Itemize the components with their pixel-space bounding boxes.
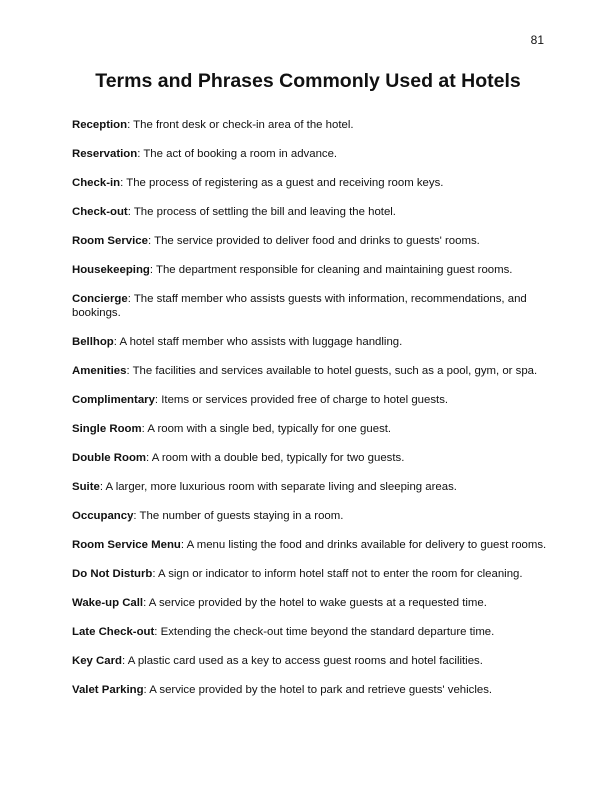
term-entry [72, 625, 552, 639]
term-entry [72, 480, 552, 494]
term-entry [72, 118, 552, 132]
page-number: 81 [530, 33, 544, 47]
term-name: Single Room [72, 423, 142, 435]
term-name: Room Service Menu [72, 539, 181, 551]
term-definition: : A menu listing the food and drinks available for delivery to guest rooms. [180, 539, 547, 551]
term-name: Reservation [72, 148, 138, 160]
term-entry [72, 538, 552, 552]
term-name: Reception [72, 119, 128, 131]
term-name: Occupancy [72, 510, 134, 522]
term-name: Concierge [72, 293, 128, 305]
term-name: Do Not Disturb [72, 568, 153, 580]
term-definition: : A room with a double bed, typically for two guests. [146, 452, 405, 464]
term-name: Complimentary [72, 394, 155, 406]
term-name: Check-out [72, 206, 128, 218]
term-definition: : A plastic card used as a key to access guest rooms and hotel facilities. [122, 655, 483, 667]
term-definition: : A room with a single bed, typically for one guest. [141, 423, 392, 435]
term-entry [72, 234, 552, 248]
term-name: Room Service [72, 235, 148, 247]
term-definition: : The facilities and services available to hotel guests, such as a pool, gym, or spa. [126, 365, 538, 377]
term-definition: : A sign or indicator to inform hotel staff not to enter the room for cleaning. [152, 568, 523, 580]
term-definition: : A service provided by the hotel to wake guests at a requested time. [143, 597, 487, 609]
term-entry [72, 335, 552, 349]
term-definition: : The service provided to deliver food and drinks to guests' rooms. [147, 235, 480, 247]
term-name: Key Card [72, 655, 123, 667]
term-entry [72, 509, 552, 523]
term-name: Housekeeping [72, 264, 150, 276]
term-entry [72, 654, 552, 668]
term-entry [72, 364, 552, 378]
term-entry [72, 205, 552, 219]
term-entry [72, 292, 552, 320]
term-definition: : The department responsible for cleaning and maintaining guest rooms. [149, 264, 513, 276]
term-entry [72, 147, 552, 161]
term-name: Amenities [72, 365, 127, 377]
term-name: Double Room [72, 452, 147, 464]
term-entry [72, 263, 552, 277]
term-entry [72, 422, 552, 436]
term-definition: : The staff member who assists guests with information, recommendations, and bookings. [72, 293, 527, 319]
term-entry [72, 683, 552, 697]
term-definition: : The process of settling the bill and leaving the hotel. [127, 206, 396, 218]
term-entry [72, 393, 552, 407]
term-entry [72, 567, 552, 581]
term-definition: : The act of booking a room in advance. [137, 148, 338, 160]
term-definition: : The number of guests staying in a room. [133, 510, 344, 522]
term-entry [72, 176, 552, 190]
term-definition: : Items or services provided free of charge to hotel guests. [154, 394, 449, 406]
term-name: Suite [72, 481, 100, 493]
term-definition: : A hotel staff member who assists with luggage handling. [113, 336, 403, 348]
term-name: Bellhop [72, 336, 114, 348]
page-title: Terms and Phrases Commonly Used at Hotels [95, 70, 521, 92]
term-definition: : A larger, more luxurious room with separate living and sleeping areas. [99, 481, 457, 493]
term-name: Wake-up Call [72, 597, 144, 609]
term-name: Valet Parking [72, 684, 144, 696]
term-entry [72, 596, 552, 610]
term-entry [72, 451, 552, 465]
term-definition: : Extending the check-out time beyond the standard departure time. [154, 626, 495, 638]
terms-list [72, 118, 552, 712]
term-name: Late Check-out [72, 626, 155, 638]
term-definition: : The front desk or check-in area of the hotel. [127, 119, 354, 131]
term-definition: : The process of registering as a guest and receiving room keys. [120, 177, 444, 189]
term-definition: : A service provided by the hotel to park and retrieve guests' vehicles. [143, 684, 493, 696]
term-name: Check-in [72, 177, 121, 189]
